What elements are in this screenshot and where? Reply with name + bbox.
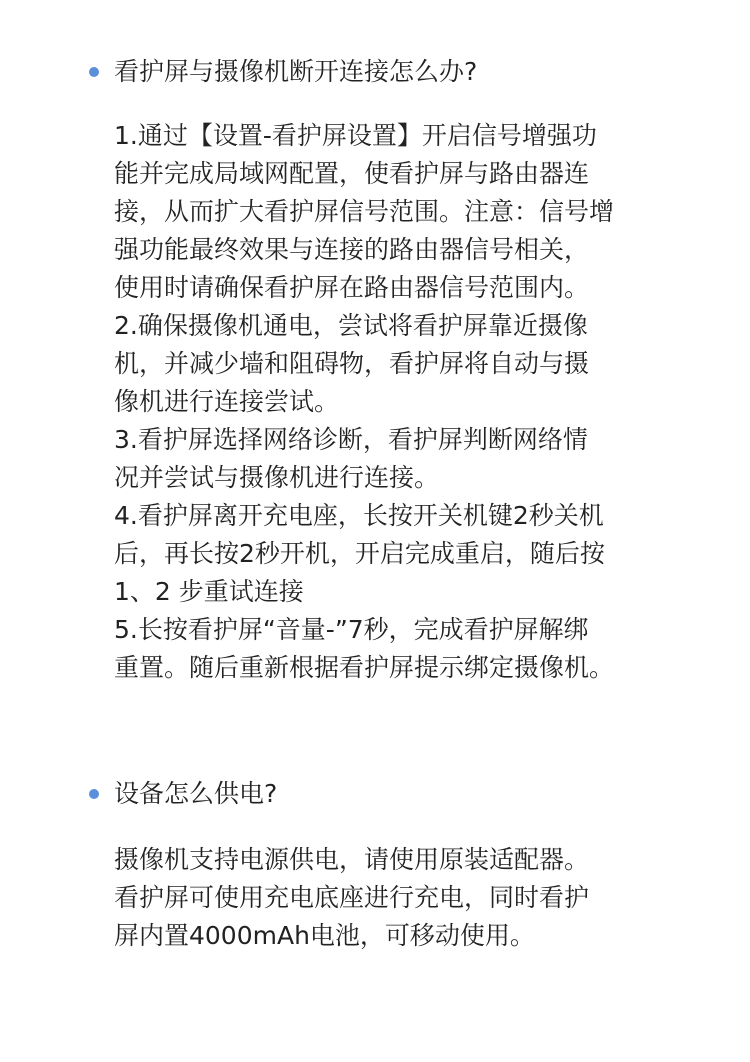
bullet-dot-icon — [89, 789, 99, 799]
faq-question-row — [0, 774, 750, 814]
answer-line: 摄像机支持电源供电，请使用原装适配器。 — [114, 845, 590, 874]
answer-line: 重置。随后重新根据看护屏提示绑定摄像机。 — [114, 653, 615, 682]
answer-line: 屏内置4000mAh电池，可移动使用。 — [114, 921, 535, 950]
answer-line: 况并尝试与摄像机进行连接。 — [114, 463, 440, 492]
answer-line: 机，并减少墙和阻碍物，看护屏将自动与摄 — [114, 349, 590, 378]
bullet-dot-icon — [89, 67, 99, 77]
answer-line: 使用时请确保看护屏在路由器信号范围内。 — [114, 273, 590, 302]
answer-line: 5.长按看护屏“音量-”7秒，完成看护屏解绑 — [114, 615, 589, 644]
faq-question-row — [0, 52, 750, 92]
faq-item-power — [0, 774, 750, 950]
faq-answer — [114, 841, 644, 955]
answer-line: 后，再长按2秒开机，开启完成重启，随后按 — [114, 539, 605, 568]
answer-line: 接，从而扩大看护屏信号范围。注意：信号增 — [114, 197, 615, 226]
faq-question: 看护屏与摄像机断开连接怎么办? — [114, 57, 478, 86]
faq-answer — [114, 117, 644, 687]
answer-line: 1、2 步重试连接 — [114, 577, 304, 606]
faq-question: 设备怎么供电? — [114, 779, 278, 808]
answer-line: 能并完成局域网配置，使看护屏与路由器连 — [114, 159, 590, 188]
answer-line: 3.看护屏选择网络诊断，看护屏判断网络情 — [114, 425, 588, 454]
answer-line: 2.确保摄像机通电，尝试将看护屏靠近摄像 — [114, 311, 588, 340]
answer-line: 4.看护屏离开充电座，长按开关机键2秒关机 — [114, 501, 604, 530]
answer-line: 1.通过【设置-看护屏设置】开启信号增强功 — [114, 121, 597, 150]
answer-line: 像机进行连接尝试。 — [114, 387, 340, 416]
answer-line: 看护屏可使用充电底座进行充电，同时看护 — [114, 883, 590, 912]
faq-item-disconnect — [0, 52, 750, 682]
answer-line: 强功能最终效果与连接的路由器信号相关， — [114, 235, 590, 264]
